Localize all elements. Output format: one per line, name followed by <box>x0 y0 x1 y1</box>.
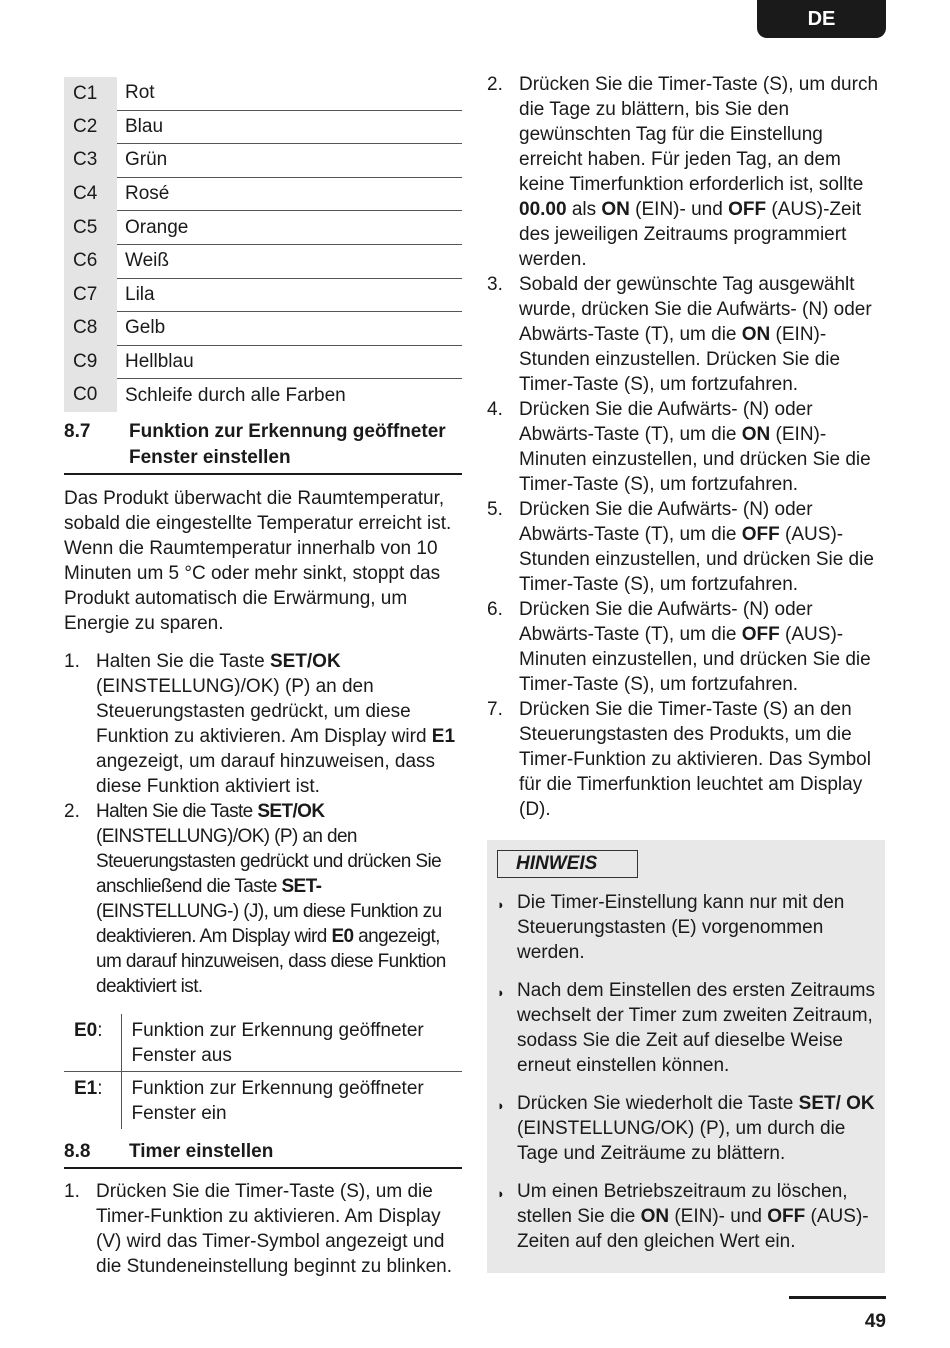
color-code: C3 <box>64 144 117 178</box>
right-column <box>487 72 887 1273</box>
table-row <box>64 211 462 245</box>
color-name: Hellblau <box>117 345 462 379</box>
code-value: Funktion zur Erkennung geöffneter Fenster ein <box>131 1077 424 1124</box>
note-text: Nach dem Einstellen des ersten Zeitraums wechselt der Timer zum zweiten Zeitraum, sodass Sie die Zeit auf dieselbe Weise erneut einstellen können. <box>517 980 875 1076</box>
step-number: 5. <box>487 499 503 520</box>
code-key: E1: <box>64 1071 121 1129</box>
status-code-table <box>64 1014 462 1129</box>
color-name: Weiß <box>117 244 462 278</box>
table-row <box>64 244 462 278</box>
list-item <box>487 697 887 822</box>
step-text: Sobald der gewünschte Tag ausgewählt wurde, drücken Sie die Aufwärts- (N) oder Abwärts-Taste (T), um die ON (EIN)-Stunden einzustellen. Drücken Sie die Timer-Taste (S), um fortzufahren. <box>519 274 872 395</box>
step-number: 1. <box>64 1180 80 1202</box>
table-row <box>64 77 462 110</box>
list-item <box>64 1179 462 1279</box>
list-item <box>497 1091 875 1166</box>
step-number: 2. <box>487 74 503 95</box>
step-number: 3. <box>487 274 503 295</box>
color-name: Rosé <box>117 177 462 211</box>
code-value: Funktion zur Erkennung geöffneter Fenster aus <box>121 1014 462 1072</box>
triangle-bullet-icon: ◗ <box>497 1098 505 1113</box>
color-code: C8 <box>64 312 117 346</box>
page-number: 49 <box>864 1311 886 1332</box>
step-number: 4. <box>487 399 503 420</box>
color-code: C0 <box>64 379 117 412</box>
color-code: C2 <box>64 110 117 144</box>
note-list <box>497 890 875 1254</box>
list-item <box>487 397 887 497</box>
triangle-bullet-icon: ◗ <box>497 1186 505 1201</box>
table-row <box>64 345 462 379</box>
list-item <box>497 1179 875 1254</box>
left-column <box>64 77 462 1279</box>
color-code: C7 <box>64 278 117 312</box>
step-text: Drücken Sie die Timer-Taste (S) an den Steuerungstasten des Produkts, um die Timer-Funktion zu aktivieren. Das Symbol für die Timerfunktion leuchtet am Display (D). <box>519 699 871 820</box>
list-item <box>497 890 875 965</box>
step-number: 7. <box>487 699 503 720</box>
color-name: Gelb <box>117 312 462 346</box>
section-intro: Das Produkt überwacht die Raumtemperatur, sobald die eingestellte Temperatur erreicht ist. Wenn die Raumtemperatur innerhalb von 10 Minuten um 5 °C oder mehr sinkt, stoppt das Produkt automatisch die Erwärmung, um Energie zu sparen. <box>64 487 452 634</box>
step-text: Drücken Sie die Timer-Taste (S), um die Timer-Funktion zu aktivieren. Am Display (V) wird das Timer-Symbol angezeigt und die Stundeneinstellung beginnt zu blinken. <box>96 1180 452 1277</box>
table-row <box>64 1071 462 1129</box>
note-text: Die Timer-Einstellung kann nur mit den Steuerungstasten (E) vorgenommen werden. <box>517 892 845 963</box>
step-number: 2. <box>64 800 80 822</box>
step-text: Drücken Sie die Aufwärts- (N) oder Abwärts-Taste (T), um die OFF (AUS)-Stunden einzustellen, und drücken Sie die Timer-Taste (S), um fortzufahren. <box>519 499 874 595</box>
table-row <box>64 312 462 346</box>
list-item <box>487 272 887 397</box>
color-code: C9 <box>64 345 117 379</box>
section-number: 8.7 <box>64 420 91 442</box>
step-text: Halten Sie die Taste SET/OK (EINSTELLUNG)/OK) (P) an den Steuerungstasten gedrückt, um diese Funktion zu aktivieren. Am Display wird E1 angezeigt, um darauf hinzuweisen, dass diese Funktion aktiviert ist. <box>96 650 456 797</box>
color-code: C1 <box>64 77 117 110</box>
color-code: C6 <box>64 244 117 278</box>
step-text: Drücken Sie die Timer-Taste (S), um durch die Tage zu blättern, bis Sie den gewünschten Tag für die Einstellung erreicht haben. Für jeden Tag, an dem keine Timerfunktion erforderlich ist, sollte 00.00 als ON (EIN)- und OFF (AUS)-Zeit des jeweiligen Zeitraums programmiert werden. <box>519 74 879 270</box>
triangle-bullet-icon: ◗ <box>497 897 505 912</box>
color-code: C4 <box>64 177 117 211</box>
timer-steps-continued <box>487 72 887 822</box>
code-key: E0: <box>64 1014 121 1072</box>
timer-steps-start <box>64 1179 462 1279</box>
table-row <box>64 379 462 412</box>
note-text: Um einen Betriebszeitraum zu löschen, stellen Sie die ON (EIN)- und OFF (AUS)-Zeiten auf den gleichen Wert ein. <box>517 1181 869 1252</box>
footer-rule <box>789 1296 886 1299</box>
section-number: 8.8 <box>64 1140 91 1162</box>
table-row <box>64 278 462 312</box>
color-name: Rot <box>117 77 462 110</box>
table-row <box>64 1014 462 1072</box>
list-item <box>497 978 875 1078</box>
note-box <box>487 840 885 1273</box>
color-name: Blau <box>117 110 462 144</box>
list-item <box>64 649 462 799</box>
color-code-table <box>64 77 462 412</box>
table-row <box>64 177 462 211</box>
step-text: Drücken Sie die Aufwärts- (N) oder Abwärts-Taste (T), um die OFF (AUS)-Minuten einzustellen, und drücken Sie die Timer-Taste (S), um fortzufahren. <box>519 599 871 695</box>
step-number: 6. <box>487 599 503 620</box>
color-name: Schleife durch alle Farben <box>125 384 346 406</box>
table-row <box>64 110 462 144</box>
color-code: C5 <box>64 211 117 245</box>
section-title: Timer einstellen <box>129 1140 274 1162</box>
language-tab: DE <box>757 0 886 38</box>
list-item <box>487 597 887 697</box>
note-title: HINWEIS <box>497 850 638 878</box>
list-item <box>487 72 887 272</box>
color-name: Lila <box>117 278 462 312</box>
table-row <box>64 144 462 178</box>
section-heading-8-7 <box>64 419 462 475</box>
note-text: Drücken Sie wiederholt die Taste SET/ OK (EINSTELLUNG/OK) (P), um durch die Tage und Zeiträume zu blättern. <box>517 1093 875 1164</box>
section-heading-8-8 <box>64 1139 462 1169</box>
window-detection-steps <box>64 649 462 999</box>
color-name: Grün <box>117 144 462 178</box>
step-text: Halten Sie die Taste SET/OK (EINSTELLUNG)/OK) (P) an den Steuerungstasten gedrückt und drücken Sie anschließend die Taste SET- (EINSTELLUNG-) (J), um diese Funktion zu deaktivieren. Am Display wird E0 angezeigt, um darauf hinzuweisen, dass diese Funktion deaktiviert ist. <box>96 800 446 997</box>
list-item <box>64 799 462 999</box>
list-item <box>487 497 887 597</box>
step-text: Drücken Sie die Aufwärts- (N) oder Abwärts-Taste (T), um die ON (EIN)-Minuten einzustellen, und drücken Sie die Timer-Taste (S), um fortzufahren. <box>519 399 871 495</box>
step-number: 1. <box>64 650 80 672</box>
color-name: Orange <box>117 211 462 245</box>
section-title: Funktion zur Erkennung geöffneter Fenster einstellen <box>129 420 446 468</box>
triangle-bullet-icon: ◗ <box>497 985 505 1000</box>
